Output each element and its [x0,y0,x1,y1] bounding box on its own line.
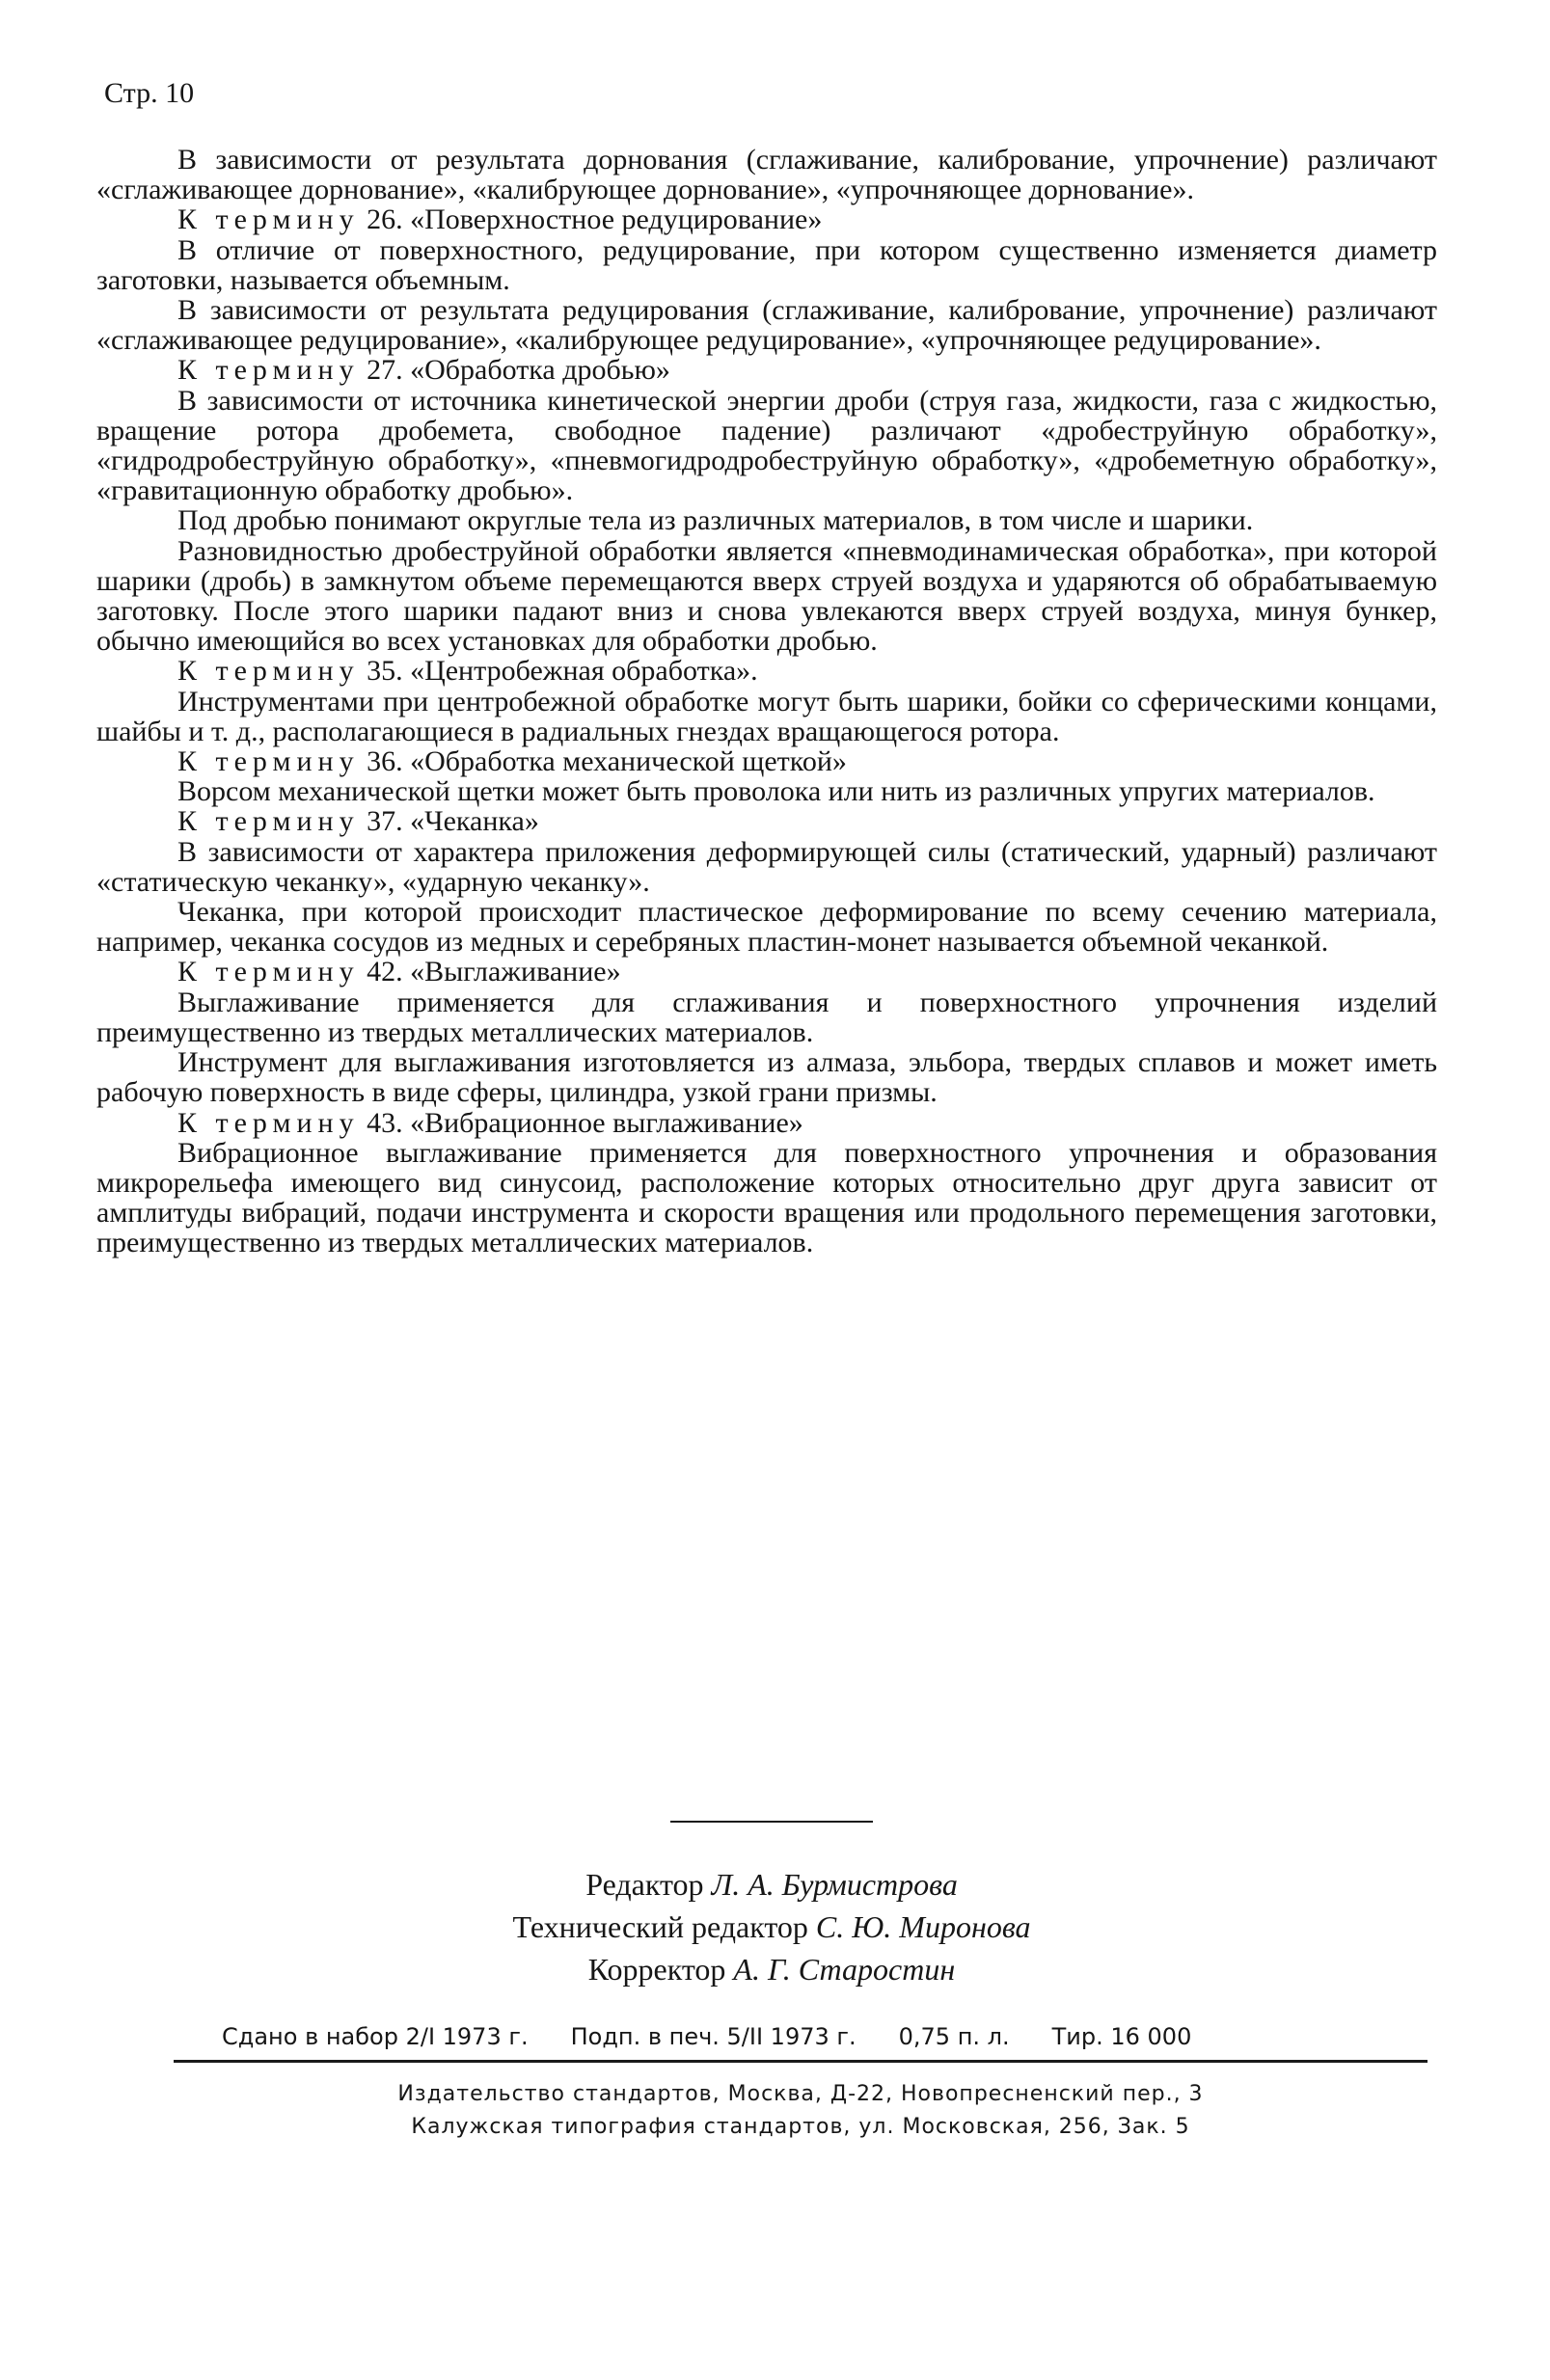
imprint-signed: Подп. в печ. 5/II 1973 г. [570,2023,857,2050]
credit-name: Л. А. Бурмистрова [711,1867,958,1902]
term-title: 37. «Чеканка» [359,805,539,838]
imprint-block [174,2023,1428,2144]
imprint-circulation: Тир. 16 000 [1051,2023,1192,2050]
term-heading [96,1108,1437,1138]
imprint-sheets: 0,75 п. л. [898,2023,1010,2050]
body-paragraph: В отличие от поверхностного, редуцирование, при котором существенно изменяется диаметр заготовки, называется объемным. [96,233,1437,296]
credit-role: Технический редактор [512,1909,808,1944]
body-paragraph: Разновидностью дробеструйной обработки является «пневмодинамическая обработка», при которой шарики (дробь) в замкнутом объеме перемещаются вверх струей воздуха и ударяются об обрабатываемую заготовку. После этого шарики падают вниз и снова увлекаются вверх струей воздуха, минуя бункер, обычно имеющийся во всех установках для обработки дробью. [96,534,1437,658]
term-title: 26. «Поверхностное редуцирование» [359,203,823,236]
body-paragraph: Инструментами при центробежной обработке могут быть шарики, бойки со сферическими концами, шайбы и т. д., располагающиеся в радиальных гнездах вращающегося ротора. [96,685,1437,747]
body-paragraph: Инструмент для выглаживания изготовляется из алмаза, эльбора, твердых сплавов и может иметь рабочую поверхность в виде сферы, цилиндра, узкой грани призмы. [96,1046,1437,1109]
imprint-printer: Калужская типография стандартов, ул. Московская, 256, Зак. 5 [411,2115,1190,2139]
body-paragraph: В зависимости от результата дорнования (сглаживание, калибрование, упрочнение) различают «сглаживающее дорнование», «калибрующее дорнование», «упрочняющее дорнование». [96,144,1437,206]
divider-rule [670,1821,873,1823]
term-heading [96,204,1437,234]
page-number: Стр. 10 [104,77,195,109]
term-prefix: К термину [177,203,360,236]
credit-role: Корректор [587,1952,726,1987]
imprint-publisher: Издательство стандартов, Москва, Д-22, Новопресненский пер., 3 [397,2082,1204,2106]
imprint-rule [174,2060,1428,2063]
term-title: 36. «Обработка механической щеткой» [359,745,847,778]
credit-role: Редактор [585,1867,704,1902]
term-title: 43. «Вибрационное выглаживание» [359,1106,803,1139]
term-prefix: К термину [177,956,360,988]
credit-editor [289,1863,1254,1906]
term-heading [96,806,1437,836]
body-paragraph: Выглаживание применяется для сглаживания и поверхностного упрочнения изделий преимущественно из твердых металлических материалов. [96,986,1437,1048]
term-heading [96,355,1437,385]
term-title: 42. «Выглаживание» [359,956,621,988]
body-paragraph: Чеканка, при которой происходит пластическое деформирование по всему сечению материала, например, чеканка сосудов из медных и серебряных пластин-монет называется объемной чеканкой. [96,896,1437,959]
term-title: 35. «Центробежная обработка». [359,655,758,688]
imprint-print-data [174,2023,1428,2050]
imprint-submitted: Сдано в набор 2/I 1973 г. [222,2023,529,2050]
body-paragraph: В зависимости от результата редуцирования (сглаживание, калибрование, упрочнение) различают «сглаживающее редуцирование», «калибрующее редуцирование», «упрочняющее редуцирование». [96,294,1437,357]
body-paragraph: Под дробью понимают округлые тела из различных материалов, в том числе и шарики. [177,504,1254,537]
credit-corrector [289,1948,1254,1990]
body-paragraph: В зависимости от характера приложения деформирующей силы (статический, ударный) различают «статическую чеканку», «ударную чеканку». [96,835,1437,898]
body-text [96,145,1437,1258]
credits-block [289,1863,1254,1990]
credit-name: С. Ю. Миронова [815,1909,1031,1944]
term-prefix: К термину [177,1106,360,1139]
term-heading [96,746,1437,776]
term-prefix: К термину [177,805,360,838]
body-paragraph: В зависимости от источника кинетической энергии дроби (струя газа, жидкости, газа с жидкостью, вращение ротора дробемета, свободное падение) различают «дробеструйную обработку», «гидродробеструйную обработку», «пневмогидродробеструйную обработку», «дробеметную обработку», «гравитационную обработку дробью». [96,384,1437,507]
credit-name: А. Г. Старостин [733,1952,956,1987]
term-heading [96,656,1437,686]
term-title: 27. «Обработка дробью» [359,354,670,387]
term-prefix: К термину [177,745,360,778]
term-prefix: К термину [177,354,360,387]
term-heading [96,957,1437,987]
body-paragraph: Ворсом механической щетки может быть проволока или нить из различных упругих материалов. [177,775,1375,808]
term-prefix: К термину [177,655,360,688]
body-paragraph: Вибрационное выглаживание применяется для поверхностного упрочнения и образования микрорельефа имеющего вид синусоид, расположение которых относительно друг друга зависит от амплитуды вибраций, подачи инструмента и скорости вращения или продольного перемещения заготовки, преимущественно из твердых металлических материалов. [96,1136,1437,1259]
credit-tech-editor [289,1906,1254,1948]
